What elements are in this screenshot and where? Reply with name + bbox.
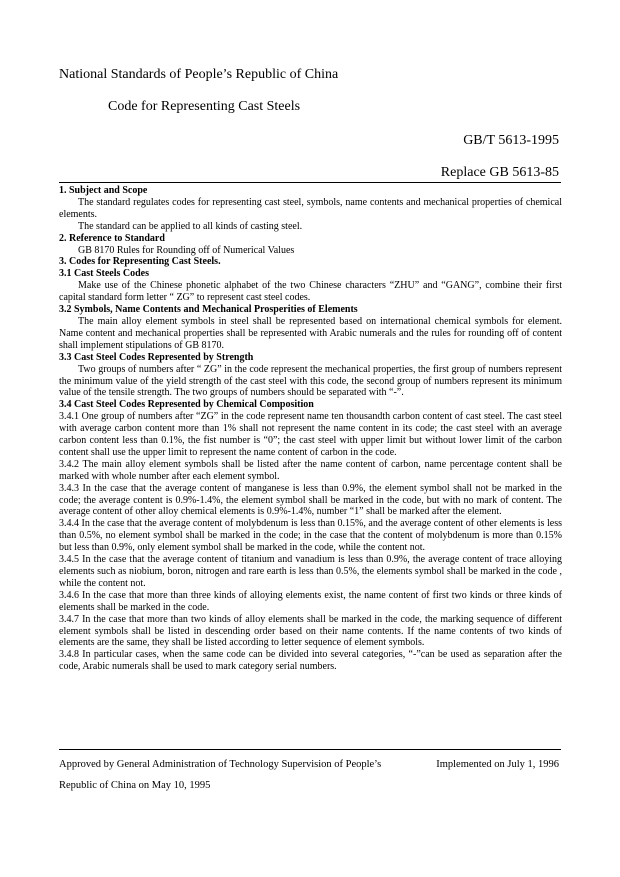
section-heading-3: 3. Codes for Representing Cast Steels. — [59, 256, 221, 268]
paragraph: GB 8170 Rules for Rounding off of Numerical Values — [78, 244, 295, 256]
clause-3-4-8: 3.4.8 In particular cases, when the same code can be divided into several categories, “-”can be used as separation after the code, Arabic numerals shall be used to mark category serial numbers. — [59, 649, 562, 673]
approval-note: Approved by General Administration of Technology Supervision of People’s Republic of China on May 10, 1995 — [59, 759, 382, 791]
section-heading-3-4: 3.4 Cast Steel Codes Represented by Chemical Composition — [59, 399, 314, 411]
section-heading-2: 2. Reference to Standard — [59, 232, 165, 244]
paragraph: Two groups of numbers after “ ZG” in the code represent the mechanical properties, the first group of numbers represent the minimum value of the yield strength of the cast steel with this code, the second group of numbers represent its minimum value of the tensile strength. The two groups of numbers should be separated with “-”. — [59, 363, 562, 399]
document-body — [59, 185, 562, 673]
org-title: National Standards of People’s Republic of China — [59, 67, 339, 82]
paragraph: The standard can be applied to all kinds of casting steel. — [78, 220, 303, 232]
paragraph: The main alloy element symbols in steel shall be represented based on international chemical symbols for element. Name content and mechanical properties shall be represented with Arabic numerals and the rules for rounding off of content shall implement stipulations of GB 8170. — [59, 315, 562, 351]
standard-code: GB/T 5613-1995 — [463, 133, 559, 148]
replace-note: Replace GB 5613-85 — [440, 165, 559, 180]
header-divider — [59, 182, 561, 183]
clause-3-4-6: 3.4.6 In the case that more than three kinds of alloying elements exist, the name content of first two kinds or three kinds of elements shall be marked in the code. — [59, 589, 562, 613]
clause-3-4-3: 3.4.3 In the case that the average content of manganese is less than 0.9%, the element symbol shall not be marked in the code; the average content is 0.9%-1.4%, the element symbol shall be marked in the code, but with no mark of content. The average content of other alloy chemical elements is 0.9%-1.4%, number “1” shall be marked after the element. — [59, 482, 562, 518]
implementation-date: Implemented on July 1, 1996 — [436, 759, 559, 770]
clause-3-4-1: 3.4.1 One group of numbers after “ZG” in the code represent name ten thousandth carbon content of cast steel. The cast steel with average carbon content more than 1% shall not represent the name content in its code; the cast steel with an average carbon content less than 0.1%, the fist number is “0”; the cast steel with upper limit but without lower limit of the carbon content shall use the upper limit to represent the name content of carbon in the code. — [59, 411, 562, 458]
clause-3-4-5: 3.4.5 In the case that the average content of titanium and vanadium is less than 0.9%, the average content of trace alloying elements such as niobium, boron, nitrogen and rare earth is less than 0.5%, the elements symbol shall be marked in the code , while the content not. — [59, 554, 562, 589]
paragraph: The standard regulates codes for representing cast steel, symbols, name contents and mechanical properties of chemical elements. — [59, 196, 562, 220]
clause-3-4-4: 3.4.4 In the case that the average content of molybdenum is less than 0.15%, and the average content of other elements is less than 0.5%, no element symbol shall be marked in the code; in the case that the content of molybdenum is more than 0.15% but less than 0.9%, only element symbol shall be marked in the code, while the content not. — [59, 518, 562, 554]
section-heading-3-1: 3.1 Cast Steels Codes — [59, 268, 149, 280]
section-heading-3-2: 3.2 Symbols, Name Contents and Mechanical Prosperities of Elements — [59, 304, 358, 316]
document-title: Code for Representing Cast Steels — [108, 99, 301, 114]
section-heading-3-3: 3.3 Cast Steel Codes Represented by Strength — [59, 351, 254, 363]
clause-3-4-7: 3.4.7 In the case that more than two kinds of alloy elements shall be marked in the code, the marking sequence of different element symbols shall be listed in descending order based on their name contents. If the name contents of two kinds of elements are the same, they shall be listed according to letter sequence of element symbols. — [59, 613, 562, 649]
footer-divider — [59, 749, 561, 750]
section-heading-1: 1. Subject and Scope — [59, 185, 148, 196]
clause-3-4-2: 3.4.2 The main alloy element symbols shall be listed after the name content of carbon, name percentage content shall be marked with whole number after each element symbol. — [59, 458, 562, 482]
paragraph: Make use of the Chinese phonetic alphabet of the two Chinese characters “ZHU” and “GANG”, combine their first capital standard form letter “ ZG” to represent cast steel codes. — [59, 280, 562, 304]
